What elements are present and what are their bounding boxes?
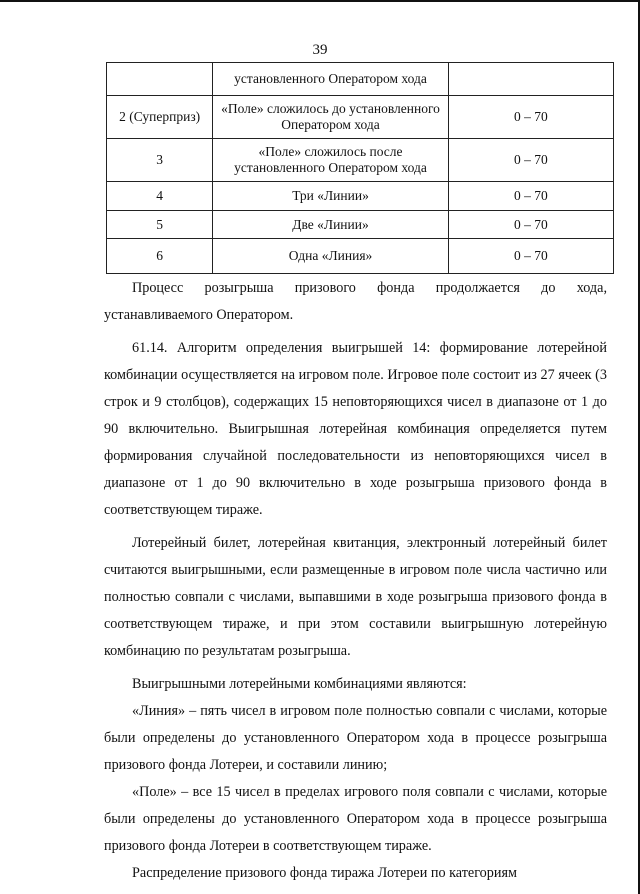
table-cell-condition: установленного Оператором хода bbox=[213, 63, 448, 96]
table-cell-range: 0 – 70 bbox=[448, 211, 613, 239]
paragraph: 61.14. Алгоритм определения выигрышей 14: формирование лотерейной комбинации осуществляется на игровом поле. Игровое поле состоит из 27 ячеек (3 строк и 9 столбцов), содержащих 15 неповторяющихся чисел в диапазоне от 1 до 90 включительно. Выигрышная лотерейная комбинация определяется путем формирования случайной последовательности из неповторяющихся чисел в диапазоне от 1 до 90 включительно в ходе розыгрыша призового фонда в соответствующем тираже. bbox=[104, 340, 607, 518]
paragraph: «Поле» – все 15 чисел в пределах игрового поля совпали с числами, которые были определены до установленного Оператором хода в процессе розыгрыша призового фонда Лотереи в соответствующем тираже. bbox=[104, 784, 607, 854]
table-cell-condition: «Поле» сложилось после установленного Оператором хода bbox=[213, 139, 448, 182]
page-frame-top-border bbox=[0, 0, 640, 2]
table-cell-condition: Две «Линии» bbox=[213, 211, 448, 239]
table-row bbox=[107, 182, 614, 211]
paragraph: Выигрышными лотерейными комбинациями являются: bbox=[132, 676, 467, 692]
table-cell-range bbox=[448, 63, 613, 96]
table-cell-range: 0 – 70 bbox=[448, 239, 613, 274]
paragraph: Лотерейный билет, лотерейная квитанция, электронный лотерейный билет считаются выигрышными, если размещенные в игровом поле числа частично или полностью совпали с числами, выпавшими в ходе розыгрыша призового фонда в соответствующем тираже, и при этом составили выигрышную лотерейную комбинацию по результатам розыгрыша. bbox=[104, 535, 607, 659]
table-row bbox=[107, 239, 614, 274]
prize-category-table bbox=[106, 62, 614, 274]
table-cell-category: 2 (Суперприз) bbox=[107, 96, 213, 139]
table-cell-condition: Одна «Линия» bbox=[213, 239, 448, 274]
paragraph: Распределение призового фонда тиража Лотереи по категориям bbox=[132, 865, 517, 881]
paragraph: Процесс розыгрыша призового фонда продолжается до хода, устанавливаемого Оператором. bbox=[104, 280, 607, 323]
table-cell-condition: Три «Линии» bbox=[213, 182, 448, 211]
table-row bbox=[107, 96, 614, 139]
table-cell-category: 6 bbox=[107, 239, 213, 274]
table-cell-range: 0 – 70 bbox=[448, 96, 613, 139]
table-cell-category bbox=[107, 63, 213, 96]
page-number: 39 bbox=[312, 42, 328, 58]
table-cell-category: 5 bbox=[107, 211, 213, 239]
paragraph: «Линия» – пять чисел в игровом поле полностью совпали с числами, которые были определены до установленного Оператором хода в процессе розыгрыша призового фонда Лотереи, и составили линию; bbox=[104, 703, 607, 773]
table-cell-range: 0 – 70 bbox=[448, 182, 613, 211]
table-cell-category: 4 bbox=[107, 182, 213, 211]
table-cell-category: 3 bbox=[107, 139, 213, 182]
document-body-text bbox=[104, 275, 607, 887]
table-row bbox=[107, 139, 614, 182]
table-cell-condition: «Поле» сложилось до установленного Оператором хода bbox=[213, 96, 448, 139]
table-cell-range: 0 – 70 bbox=[448, 139, 613, 182]
table-row bbox=[107, 63, 614, 96]
table-row bbox=[107, 211, 614, 239]
